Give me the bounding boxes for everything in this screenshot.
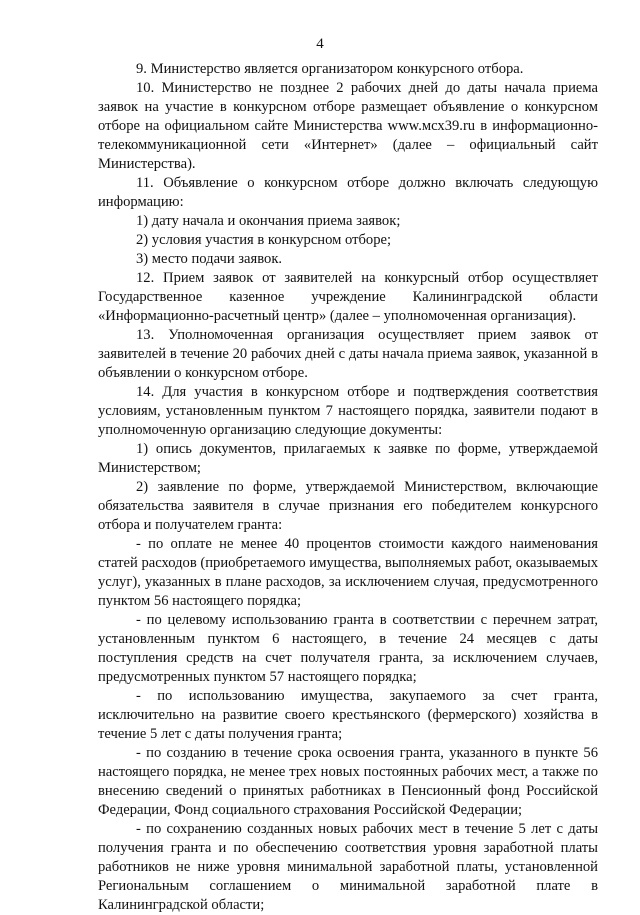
page-number: 4: [316, 36, 324, 52]
obligation-item: - по целевому использованию гранта в соответствии с перечнем затрат, установленным пунктом 6 настоящего, в течение 24 месяцев с даты поступления средств на счет получателя гранта, за исключением случаев, предусмотренных пунктом 57 настоящего порядка;: [98, 612, 598, 685]
paragraph-9: 9. Министерство является организатором конкурсного отбора.: [136, 61, 524, 77]
paragraph-10: 10. Министерство не позднее 2 рабочих дней до даты начала приема заявок на участие в конкурсном отборе размещает объявление о конкурсном отборе на официальном сайте Министерства www.мсх39.ru в информационно-телекоммуникационной сети «Интернет» (далее – официальный сайт Министерства).: [98, 80, 598, 172]
list-item-1: 1) дату начала и окончания приема заявок;: [136, 213, 401, 229]
paragraph-14: 14. Для участия в конкурсном отборе и подтверждения соответствия условиям, установленным пунктом 7 настоящего порядка, заявители подают в уполномоченную организацию следующие документы:: [98, 384, 598, 438]
paragraph-12: 12. Прием заявок от заявителей на конкурсный отбор осуществляет Государственное казенное учреждение Калининградской области «Информационно-расчетный центр» (далее – уполномоченная организация).: [98, 270, 598, 324]
document-item-2: 2) заявление по форме, утверждаемой Министерством, включающие обязательства заявителя в случае признания его победителем конкурсного отбора и получателем гранта:: [98, 479, 598, 533]
obligation-item: - по оплате не менее 40 процентов стоимости каждого наименования статей расходов (приобретаемого имущества, выполняемых работ, оказываемых услуг), указанных в плане расходов, за исключением случая, предусмотренного пунктом 56 настоящего порядка;: [98, 536, 598, 609]
list-item-2: 2) условия участия в конкурсном отборе;: [136, 232, 392, 248]
list-item-3: 3) место подачи заявок.: [136, 251, 283, 267]
obligation-item: - по созданию в течение срока освоения гранта, указанного в пункте 56 настоящего порядка, не менее трех новых постоянных рабочих мест, а также по внесению сведений о принятых работниках в Пенсионный фонд Российской Федерации, Фонд социального страхования Российской Федерации;: [98, 745, 598, 818]
obligation-item: - по использованию имущества, закупаемого за счет гранта, исключительно на развитие своего крестьянского (фермерского) хозяйства в течение 5 лет с даты получения гранта;: [98, 688, 598, 742]
paragraph-13: 13. Уполномоченная организация осуществляет прием заявок от заявителей в течение 20 рабочих дней с даты начала приема заявок, указанной в объявлении о конкурсном отборе.: [98, 327, 598, 381]
paragraph-11: 11. Объявление о конкурсном отборе должно включать следующую информацию:: [98, 175, 598, 210]
document-body: [98, 60, 598, 915]
obligation-item: - по сохранению созданных новых рабочих мест в течение 5 лет с даты получения гранта и по обеспечению соответствия уровня заработной платы работников не ниже уровня минимальной заработной платы, установленной Региональным соглашением о минимальной заработной плате в Калининградской области;: [98, 821, 598, 913]
document-item-1: 1) опись документов, прилагаемых к заявке по форме, утверждаемой Министерством;: [98, 441, 598, 476]
